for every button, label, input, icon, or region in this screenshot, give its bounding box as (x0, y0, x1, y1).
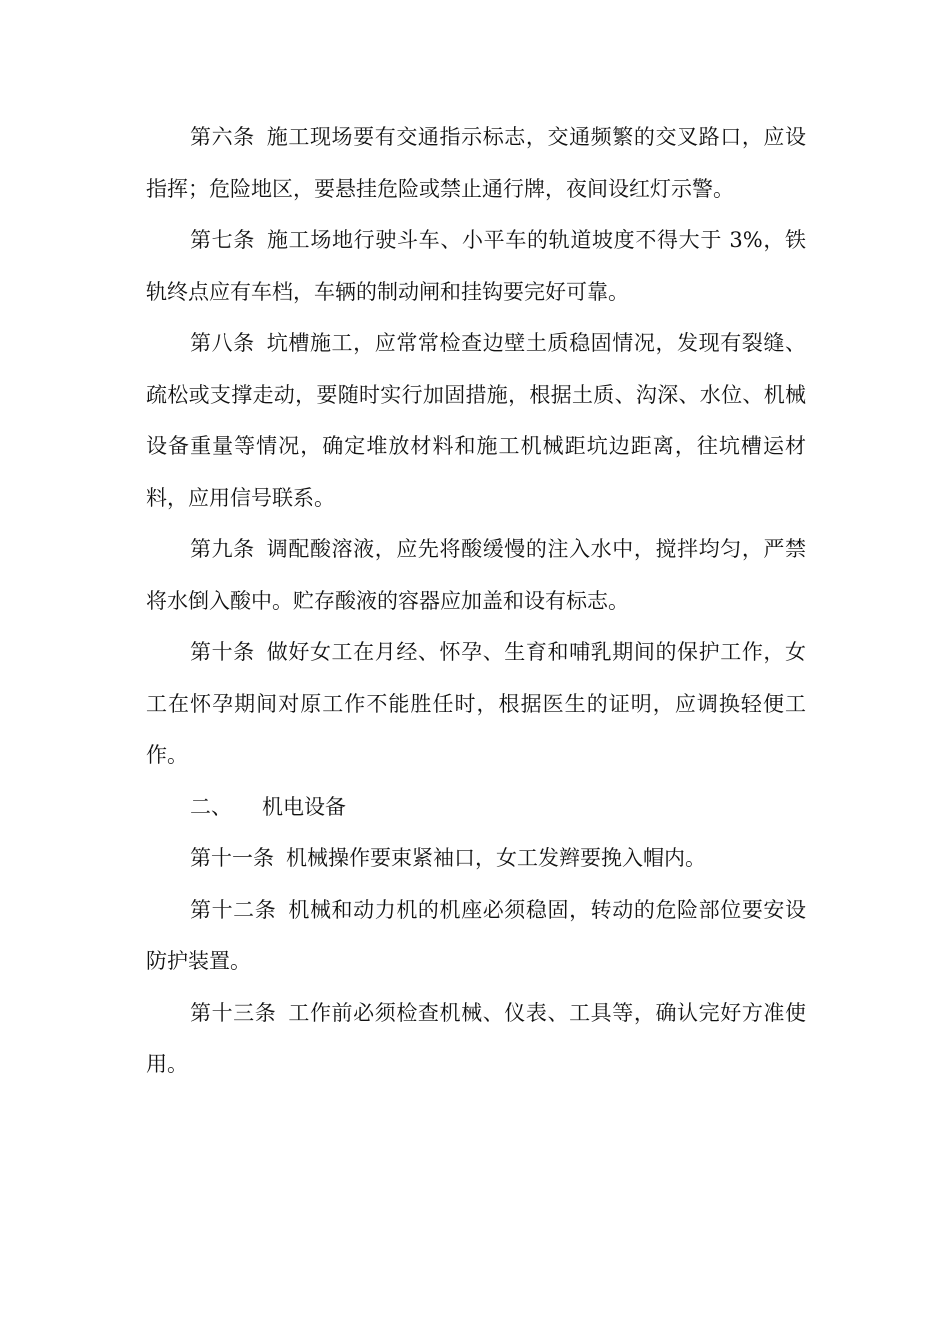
article-text: 机械操作要束紧袖口，女工发辫要挽入帽内。 (286, 846, 706, 870)
section-heading (146, 782, 806, 834)
article-number: 第六条 (190, 125, 255, 149)
article-9 (146, 524, 806, 627)
article-text: 施工现场要有交通指示标志，交通频繁的交叉路口，应设指挥；危险地区，要悬挂危险或禁止通行牌，夜间设红灯示警。 (146, 125, 807, 201)
article-number: 第十一条 (190, 846, 274, 870)
article-6 (146, 112, 806, 215)
article-text: 机械和动力机的机座必须稳固，转动的危险部位要安设防护装置。 (146, 897, 807, 973)
article-10 (146, 627, 806, 782)
section-title: 机电设备 (262, 794, 346, 819)
article-number: 第十三条 (190, 1000, 277, 1025)
article-8 (146, 318, 806, 524)
article-text: 施工场地行驶斗车、小平车的轨道坡度不得大于 3%，铁轨终点应有车档，车辆的制动闸和挂钩要完好可靠。 (146, 228, 806, 304)
article-7 (146, 215, 806, 318)
article-13 (146, 988, 806, 1091)
article-12 (146, 885, 806, 988)
article-number: 第十二条 (190, 897, 277, 922)
article-text: 坑槽施工，应常常检查边壁土质稳固情况，发现有裂缝、疏松或支撑走动，要随时实行加固措施，根据土质、沟深、水位、机械设备重量等情况，确定堆放材料和施工机械距坑边距离，往坑槽运材料，应用信号联系。 (146, 331, 807, 510)
article-number: 第八条 (190, 331, 255, 355)
article-number: 第九条 (190, 537, 255, 561)
article-number: 第十条 (190, 640, 255, 664)
document-body (146, 112, 806, 1091)
article-text: 工作前必须检查机械、仪表、工具等，确认完好方准使用。 (146, 1000, 807, 1076)
section-number: 二、 (190, 794, 232, 819)
article-text: 做好女工在月经、怀孕、生育和哺乳期间的保护工作，女工在怀孕期间对原工作不能胜任时，根据医生的证明，应调换轻便工作。 (146, 640, 807, 767)
article-11 (146, 833, 806, 885)
article-number: 第七条 (190, 228, 255, 252)
article-text: 调配酸溶液，应先将酸缓慢的注入水中，搅拌均匀，严禁将水倒入酸中。贮存酸液的容器应加盖和设有标志。 (146, 537, 807, 613)
